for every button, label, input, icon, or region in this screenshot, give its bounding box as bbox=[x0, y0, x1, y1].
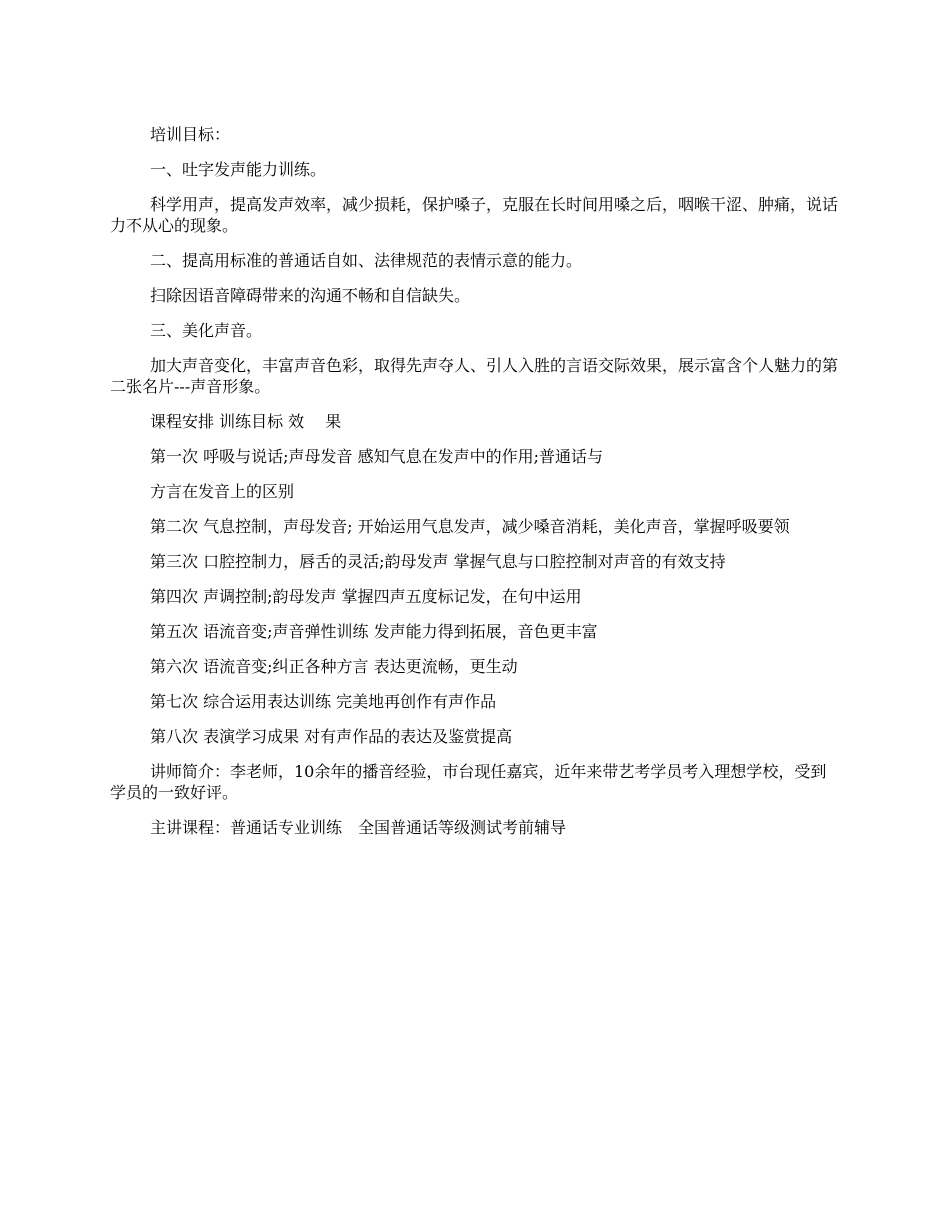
paragraph-goal-two: 二、提高用标准的普通话自如、法律规范的表情示意的能力。 bbox=[150, 251, 583, 270]
paragraph-session-5: 第五次 语流音变;声音弹性训练 发声能力得到拓展，音色更丰富 bbox=[150, 622, 598, 641]
paragraph-goal-one-detail: 科学用声，提高发声效率，减少损耗，保护嗓子，克服在长时间用嗓之后，咽喉干涩、肿痛，说话力不从心的现象。 bbox=[110, 195, 839, 235]
paragraph-session-8: 第八次 表演学习成果 对有声作品的表达及鉴赏提高 bbox=[150, 727, 513, 746]
paragraph-training-goals-heading: 培训目标： bbox=[150, 125, 231, 144]
paragraph-goal-two-detail: 扫除因语音障碍带来的沟通不畅和自信缺失。 bbox=[150, 286, 471, 305]
paragraph-session-6: 第六次 语流音变;纠正各种方言 表达更流畅，更生动 bbox=[150, 657, 518, 676]
document-body bbox=[110, 124, 840, 852]
paragraph-session-7: 第七次 综合运用表达训练 完美地再创作有声作品 bbox=[150, 692, 497, 711]
paragraph-goal-one: 一、吐字发声能力训练。 bbox=[150, 160, 327, 179]
paragraph-session-4: 第四次 声调控制;韵母发声 掌握四声五度标记发，在句中运用 bbox=[150, 587, 582, 606]
paragraph-course-header: 课程安排 训练目标 效 果 bbox=[150, 412, 342, 431]
paragraph-session-3: 第三次 口腔控制力，唇舌的灵活;韵母发声 掌握气息与口腔控制对声音的有效支持 bbox=[150, 552, 726, 571]
paragraph-instructor-intro: 讲师简介：李老师，10余年的播音经验，市台现任嘉宾，近年来带艺考学员考入理想学校，受到学员的一致好评。 bbox=[110, 762, 827, 802]
paragraph-goal-three-detail: 加大声音变化，丰富声音色彩，取得先声夺人、引人入胜的言语交际效果，展示富含个人魅力的第二张名片---声音形象。 bbox=[110, 356, 839, 396]
paragraph-goal-three: 三、美化声音。 bbox=[150, 321, 263, 340]
paragraph-session-1: 第一次 呼吸与说话;声母发音 感知气息在发声中的作用;普通话与 bbox=[150, 447, 603, 466]
paragraph-main-courses: 主讲课程：普通话专业训练 全国普通话等级测试考前辅导 bbox=[150, 818, 567, 837]
paragraph-session-2: 第二次 气息控制，声母发音; 开始运用气息发声，减少嗓音消耗，美化声音，掌握呼吸要领 bbox=[150, 517, 790, 536]
paragraph-session-1-cont: 方言在发音上的区别 bbox=[150, 482, 295, 501]
